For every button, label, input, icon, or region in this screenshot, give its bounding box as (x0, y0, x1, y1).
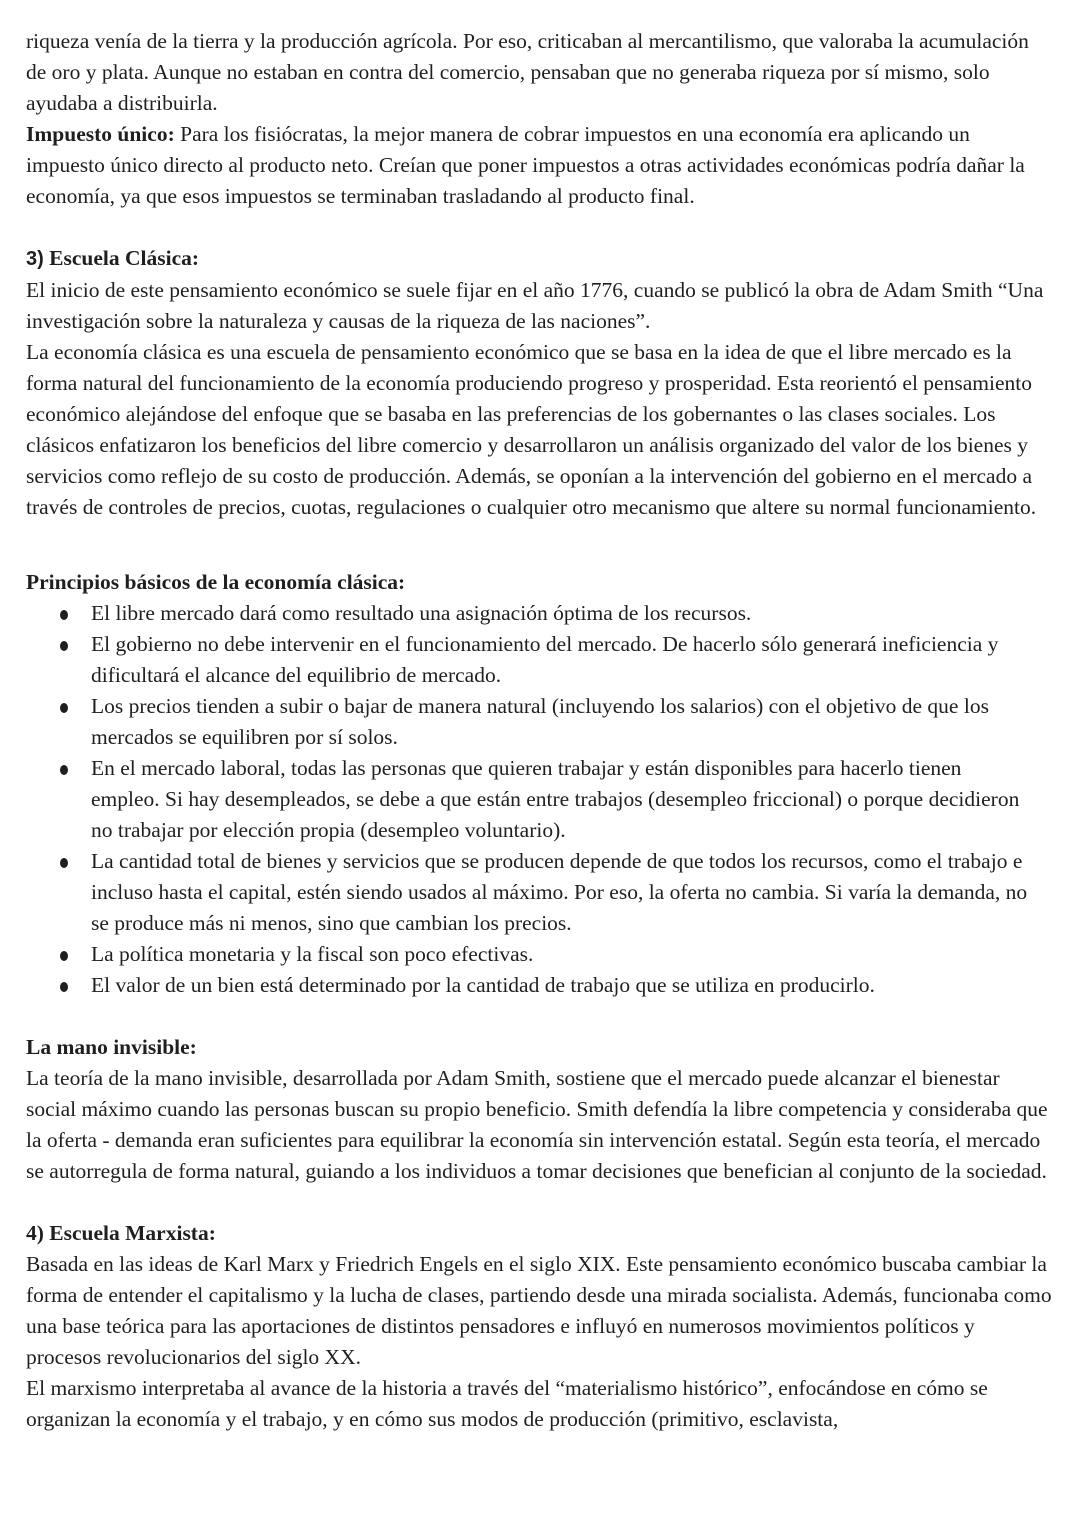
marxista-paragraph-2: El marxismo interpretaba al avance de la historia a través del “materialismo histórico”, enfocándose en cómo se organizan la economía y el trabajo, y en cómo sus modos de producción (primitivo, esclavista, (26, 1376, 988, 1431)
spacer (26, 523, 1054, 567)
impuesto-unico-text: Para los fisiócratas, la mejor manera de cobrar impuestos en una economía era aplicando un impuesto único directo al producto neto. Creían que poner impuestos a otras actividades económicas podría dañar la economía, ya que esos impuestos se terminaban trasladando al producto final. (26, 122, 1025, 208)
section-title-text: Escuela Clásica: (43, 246, 200, 270)
list-item: La política monetaria y la fiscal son poco efectivas. (91, 939, 1054, 970)
mano-invisible-paragraph: La teoría de la mano invisible, desarrollada por Adam Smith, sostiene que el mercado puede alcanzar el bienestar social máximo cuando las personas buscan su propio beneficio. Smith defendía la libre competencia y consideraba que la oferta - demanda eran suficientes para equilibrar la economía sin intervención estatal. Según esta teoría, el mercado se autorregula de forma natural, guiando a los individuos a tomar decisiones que benefician al conjunto de la sociedad. (26, 1066, 1048, 1183)
list-item: Los precios tienden a subir o bajar de manera natural (incluyendo los salarios) con el objetivo de que los mercados se equilibren por sí solos. (91, 691, 1054, 753)
mano-invisible-title: La mano invisible: (26, 1035, 197, 1059)
list-item: El gobierno no debe intervenir en el funcionamiento del mercado. De hacerlo sólo generará ineficiencia y dificultará el alcance del equilibrio de mercado. (91, 629, 1054, 691)
impuesto-unico-label: Impuesto único: (26, 122, 175, 146)
list-item: La cantidad total de bienes y servicios que se producen depende de que todos los recursos, como el trabajo e incluso hasta el capital, estén siendo usados al máximo. Por eso, la oferta no cambia. Si varía la demanda, no se produce más ni menos, sino que cambian los precios. (91, 846, 1054, 939)
list-item: El libre mercado dará como resultado una asignación óptima de los recursos. (91, 598, 1054, 629)
clasica-paragraph-2: La economía clásica es una escuela de pensamiento económico que se basa en la idea de que el libre mercado es la forma natural del funcionamiento de la economía produciendo progreso y prosperidad. Esta reorientó el pensamiento económico alejándose del enfoque que se basaba en las preferencias de los gobernantes o las clases sociales. Los clásicos enfatizaron los beneficios del libre comercio y desarrollaron un análisis organizado del valor de los bienes y servicios como reflejo de su costo de producción. Además, se oponían a la intervención del gobierno en el mercado a través de controles de precios, cuotas, regulaciones o cualquier otro mecanismo que altere su normal funcionamiento. (26, 340, 1037, 519)
list-item: En el mercado laboral, todas las personas que quieren trabajar y están disponibles para hacerlo tienen empleo. Si hay desempleados, se debe a que están entre trabajos (desempleo friccional) o porque decidieron no trabajar por elección propia (desempleo voluntario). (91, 753, 1054, 846)
marxista-paragraph-1: Basada en las ideas de Karl Marx y Friedrich Engels en el siglo XIX. Este pensamiento económico buscaba cambiar la forma de entender el capitalismo y la lucha de clases, partiendo desde una mirada socialista. Además, funcionaba como una base teórica para las aportaciones de distintos pensadores e influyó en numerosos movimientos políticos y procesos revolucionarios del siglo XX. (26, 1252, 1052, 1369)
principios-title: Principios básicos de la economía clásica: (26, 570, 406, 594)
section-title-clasica (26, 243, 1054, 275)
principios-list (26, 598, 1054, 1001)
impuesto-unico-paragraph (26, 119, 1054, 212)
clasica-paragraph-1: El inicio de este pensamiento económico se suele fijar en el año 1776, cuando se publicó la obra de Adam Smith “Una investigación sobre la naturaleza y causas de la riqueza de las naciones”. (26, 278, 1044, 333)
list-item: El valor de un bien está determinado por la cantidad de trabajo que se utiliza en producirlo. (91, 970, 1054, 1001)
section-number: 3) (26, 248, 44, 270)
section-title-marxista: 4) Escuela Marxista: (26, 1221, 216, 1245)
intro-paragraph: riqueza venía de la tierra y la producción agrícola. Por eso, criticaban al mercantilismo, que valoraba la acumulación de oro y plata. Aunque no estaban en contra del comercio, pensaban que no generaba riqueza por sí mismo, solo ayudaba a distribuirla. (26, 29, 1029, 115)
